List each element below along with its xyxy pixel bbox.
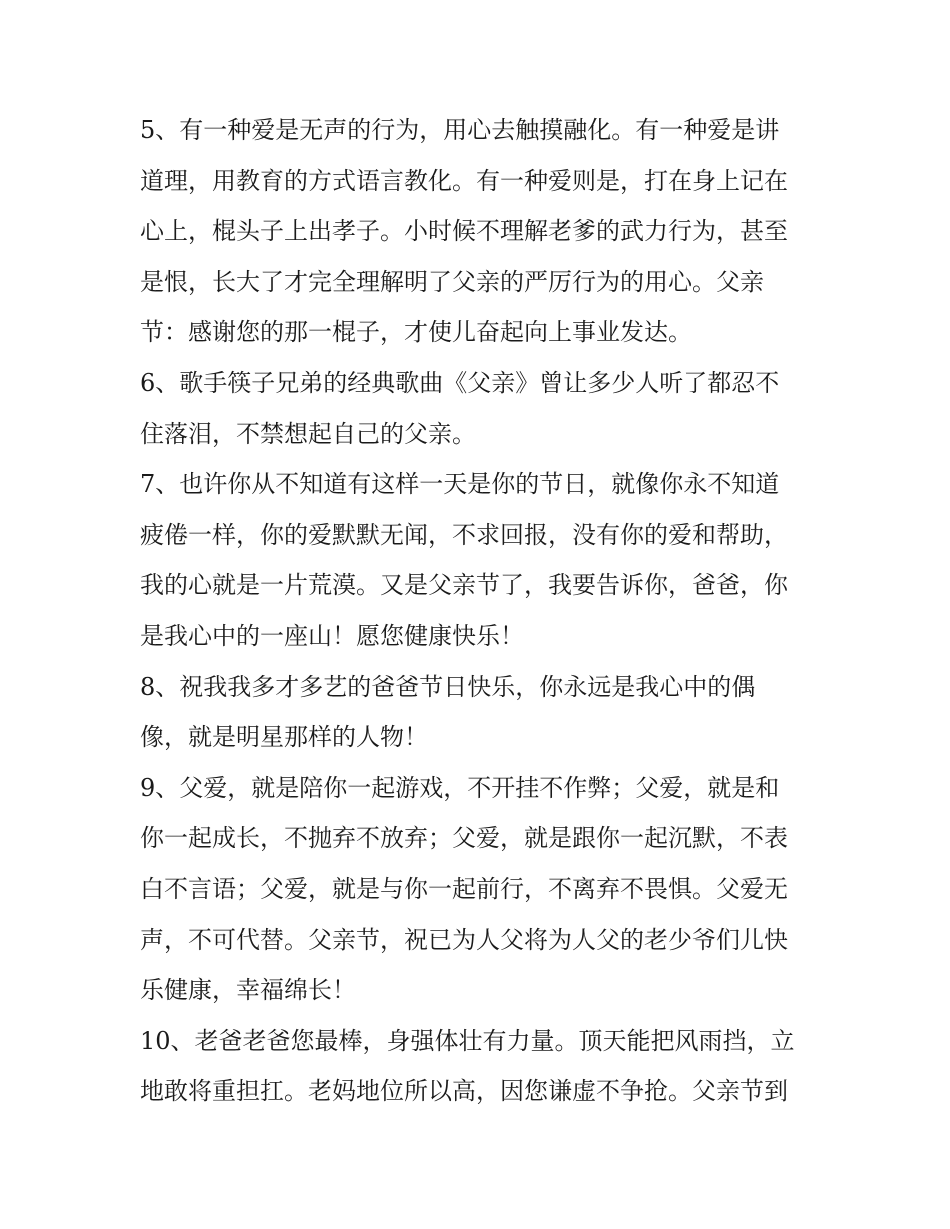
text-line: 5、有一种爱是无声的行为，用心去触摸融化。有一种爱是讲 xyxy=(140,116,780,144)
text-line: 你一起成长，不抛弃不放弃；父爱，就是跟你一起沉默，不表 xyxy=(140,824,788,853)
text-line: 节：感谢您的那一棍子，才使儿奋起向上事业发达。 xyxy=(140,318,692,347)
text-line: 心上，棍头子上出孝子。小时候不理解老爹的武力行为，甚至 xyxy=(140,217,788,246)
text-line: 声，不可代替。父亲节，祝已为人父将为人父的老少爷们儿快 xyxy=(140,925,788,954)
text-line: 7、也许你从不知道有这样一天是你的节日，就像你永不知道 xyxy=(140,470,780,499)
text-line: 地敢将重担扛。老妈地位所以高，因您谦虚不争抢。父亲节到 xyxy=(140,1077,788,1106)
text-line: 像，就是明星那样的人物！ xyxy=(140,723,428,752)
text-line: 9、父爱，就是陪你一起游戏，不开挂不作弊；父爱，就是和 xyxy=(140,773,780,802)
text-line: 我的心就是一片荒漠。又是父亲节了，我要告诉你，爸爸，你 xyxy=(140,571,788,600)
text-line: 住落泪，不禁想起自己的父亲。 xyxy=(140,419,476,448)
text-line: 疲倦一样，你的爱默默无闻，不求回报，没有你的爱和帮助， xyxy=(140,520,788,549)
text-line: 是恨，长大了才完全理解明了父亲的严厉行为的用心。父亲 xyxy=(140,267,764,296)
text-line: 是我心中的一座山！愿您健康快乐！ xyxy=(140,621,524,650)
text-line: 道理，用教育的方式语言教化。有一种爱则是，打在身上记在 xyxy=(140,166,788,195)
document-body xyxy=(140,105,815,1117)
text-line: 8、祝我我多才多艺的爸爸节日快乐，你永远是我心中的偶 xyxy=(140,672,756,701)
text-line: 10、老爸老爸您最棒，身强体壮有力量。顶天能把风雨挡，立 xyxy=(140,1026,795,1055)
text-line: 乐健康，幸福绵长！ xyxy=(140,976,356,1005)
text-line: 白不言语；父爱，就是与你一起前行，不离弃不畏惧。父爱无 xyxy=(140,874,788,903)
text-line: 6、歌手筷子兄弟的经典歌曲《父亲》曾让多少人听了都忍不 xyxy=(140,368,780,397)
